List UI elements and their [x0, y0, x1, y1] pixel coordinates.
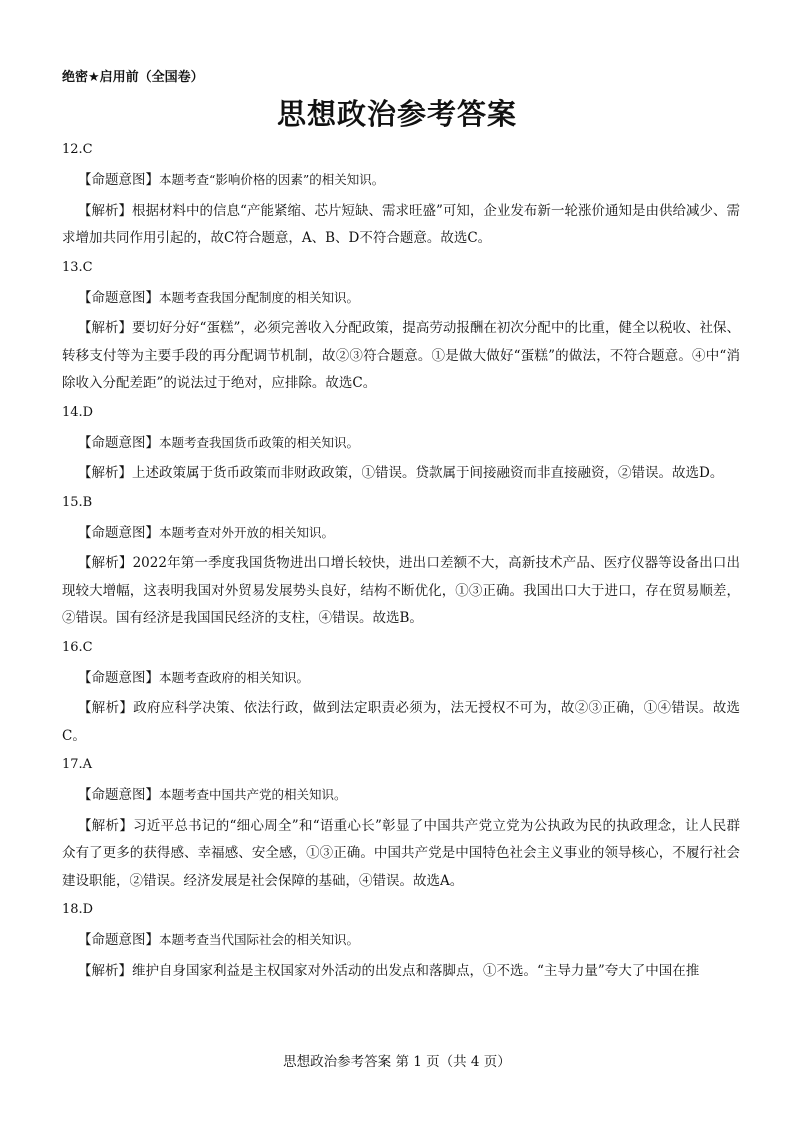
analysis-text: 维护自身国家利益是主权国家对外活动的出发点和落脚点，①不选。“主导力量”夸大了中国在推 — [132, 962, 700, 979]
intent-tag: 【命题意图】 — [78, 289, 159, 306]
intent-paragraph — [62, 926, 740, 955]
intent-tag: 【命题意图】 — [78, 172, 159, 188]
analysis-tag: 【解析】 — [78, 465, 132, 481]
analysis-tag: 【解析】 — [78, 555, 133, 571]
analysis-text: 政府应科学决策、依法行政，做到法定职责必须为，法无授权不可为，故②③正确，①④错误。故选C。 — [62, 700, 741, 744]
intent-text: 本题考查当代国际社会的相关知识。 — [159, 932, 360, 947]
analysis-paragraph — [62, 315, 740, 398]
analysis-text: 2022年第一季度我国货物进出口增长较快，进出口差额不大，高新技术产品、医疗仪器等设备出口出现较大增幅，这表明我国对外贸易发展势头良好，结构不断优化，①③正确。我国出口大于进口，存在贸易顺差，②错误。国有经济是我国国民经济的支柱，④错误。故选B。 — [62, 555, 740, 626]
intent-text: 本题考查对外开放的相关知识。 — [159, 524, 335, 540]
intent-paragraph — [62, 781, 740, 810]
analysis-text: 根据材料中的信息“产能紧缩、芯片短缺、需求旺盛”可知，企业发布新一轮涨价通知是由供给减少、需求增加共同作用引起的，故C符合题意，A、B、D不符合题意。故选C。 — [62, 202, 740, 246]
intent-text: 本题考查我国分配制度的相关知识。 — [159, 289, 360, 305]
analysis-tag: 【解析】 — [78, 817, 134, 834]
intent-tag: 【命题意图】 — [78, 434, 159, 451]
analysis-paragraph — [62, 550, 740, 633]
question-number: 15.B — [62, 494, 93, 510]
intent-paragraph — [62, 664, 740, 693]
page-footer: 思想政治参考答案 第 1 页（共 4 页） — [283, 1054, 511, 1070]
analysis-paragraph — [62, 813, 740, 896]
question-number: 12.C — [62, 142, 93, 157]
analysis-paragraph — [62, 958, 740, 986]
intent-paragraph — [62, 429, 740, 458]
intent-paragraph — [62, 519, 740, 548]
intent-text: 本题考查政府的相关知识。 — [159, 669, 310, 685]
analysis-paragraph — [62, 695, 740, 750]
intent-tag: 【命题意图】 — [78, 787, 159, 803]
intent-paragraph — [62, 166, 740, 195]
analysis-tag: 【解析】 — [78, 202, 133, 219]
analysis-tag: 【解析】 — [78, 320, 133, 336]
analysis-paragraph — [62, 460, 740, 488]
question-number: 13.C — [62, 259, 93, 275]
intent-tag: 【命题意图】 — [78, 524, 159, 541]
secret-mark: 绝密★启用前（全国卷） — [62, 70, 204, 85]
page-title: 思想政治参考答案 — [276, 97, 517, 131]
question-number: 18.D — [62, 902, 94, 917]
question-number: 17.A — [62, 757, 93, 772]
question-number: 14.D — [62, 404, 94, 420]
analysis-text: 要切好分好“蛋糕”，必须完善收入分配政策，提高劳动报酬在初次分配中的比重，健全以税收、社保、转移支付等为主要手段的再分配调节机制，故②③符合题意。①是做大做好“蛋糕”的做法，不符合题意。④中“消除收入分配差距”的说法过于绝对，应排除。故选C。 — [62, 320, 740, 391]
analysis-text: 上述政策属于货币政策而非财政政策，①错误。贷款属于间接融资而非直接融资，②错误。故选D。 — [132, 465, 724, 481]
intent-paragraph — [62, 284, 740, 313]
analysis-text: 习近平总书记的“细心周全”和“语重心长”彰显了中国共产党立党为公执政为民的执政理念，让人民群众有了更多的获得感、幸福感、安全感，①③正确。中国共产党是中国特色社会主义事业的领导核心，不履行社会建设职能，②错误。经济发展是社会保障的基础，④错误。故选A。 — [62, 817, 740, 889]
analysis-tag: 【解析】 — [78, 962, 132, 979]
question-number: 16.C — [62, 639, 93, 655]
intent-text: 本题考查我国货币政策的相关知识。 — [159, 434, 360, 450]
answer-list — [62, 138, 740, 988]
intent-tag: 【命题意图】 — [78, 932, 159, 948]
analysis-paragraph — [62, 198, 740, 253]
intent-text: 本题考查“影响价格的因素”的相关知识。 — [159, 172, 385, 187]
intent-tag: 【命题意图】 — [78, 669, 159, 686]
analysis-tag: 【解析】 — [78, 700, 134, 716]
intent-text: 本题考查中国共产党的相关知识。 — [159, 787, 347, 802]
